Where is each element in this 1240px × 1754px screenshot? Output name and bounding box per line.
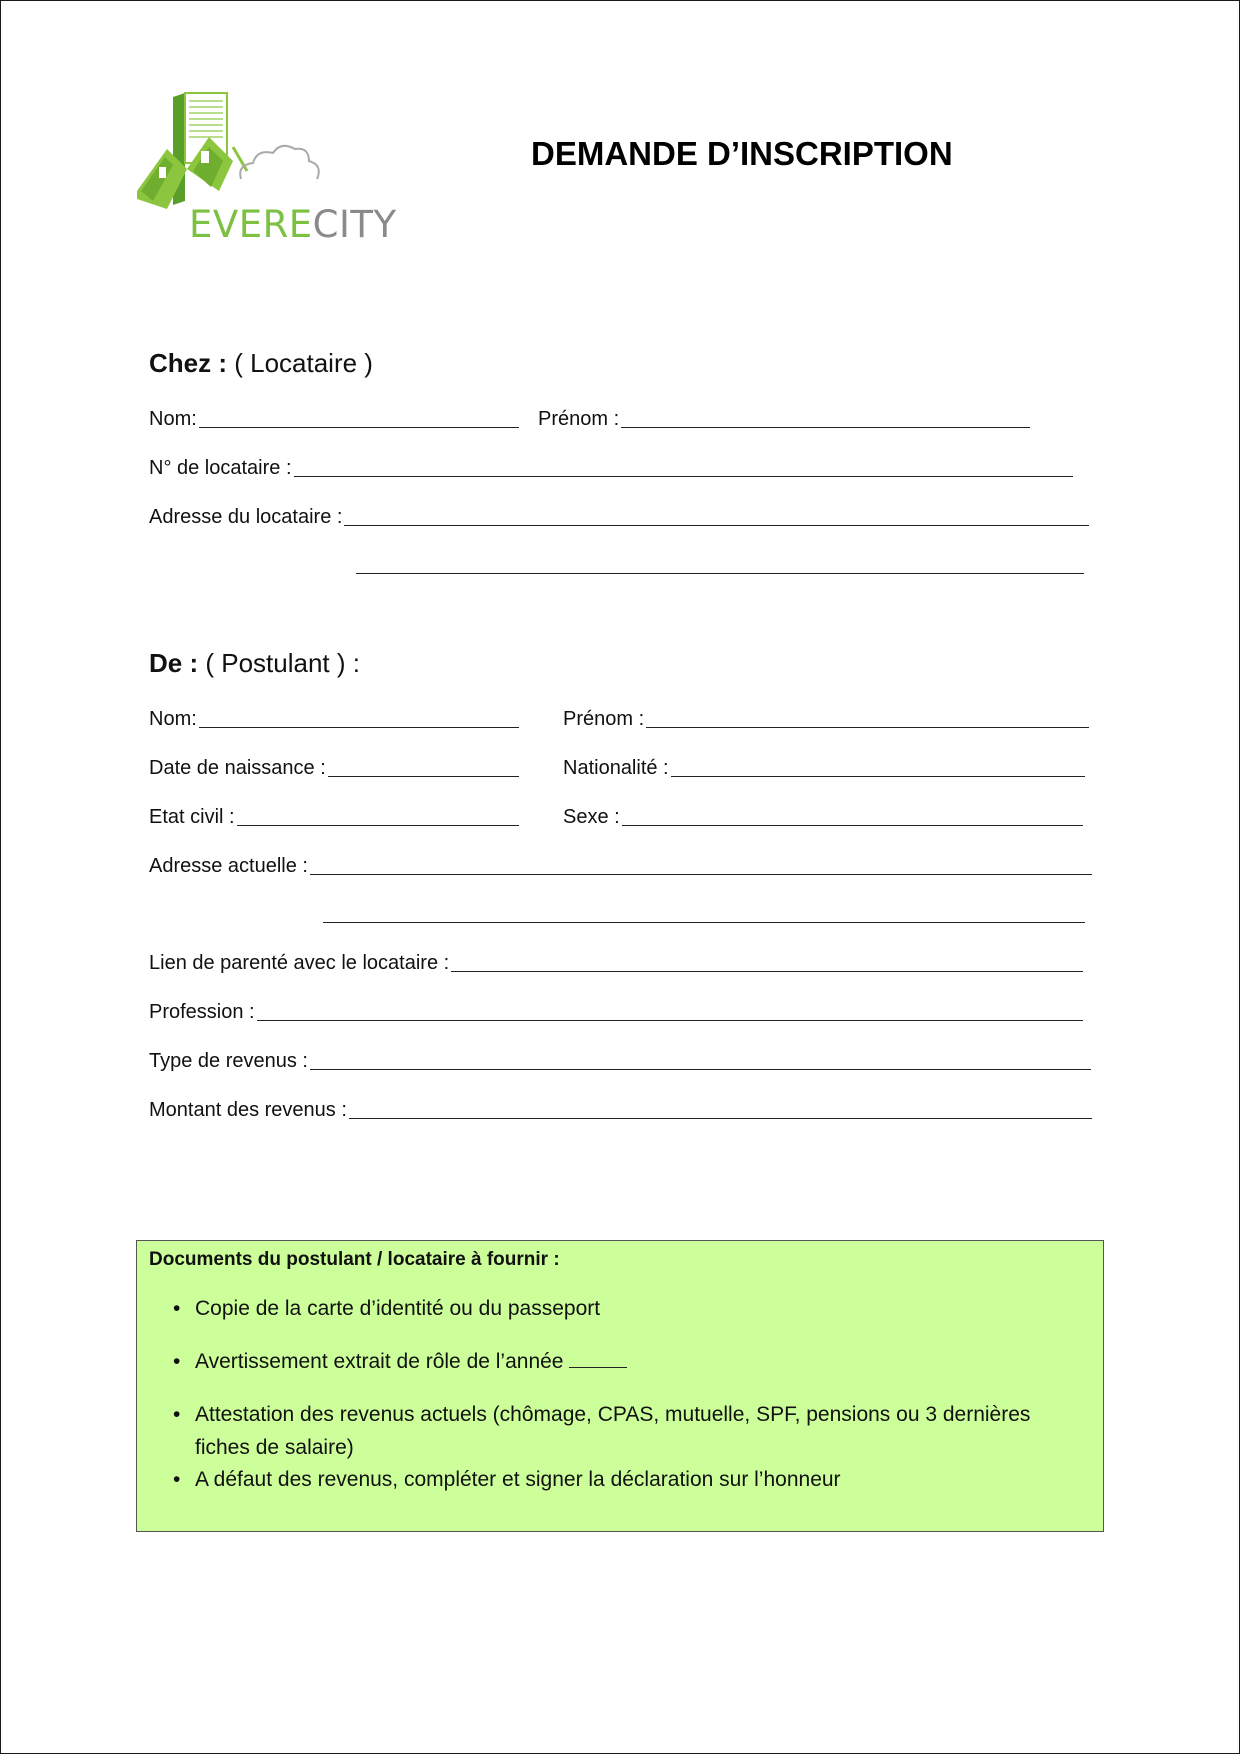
tenant-adresse-field[interactable] xyxy=(149,501,1089,529)
buildings-icon xyxy=(137,91,377,211)
applicant-nationalite-field[interactable] xyxy=(563,752,1085,780)
documents-item xyxy=(173,1292,1073,1325)
everecity-logo xyxy=(137,91,397,251)
tenant-numero-line[interactable] xyxy=(294,454,1073,477)
applicant-sexe-line[interactable] xyxy=(622,803,1083,826)
applicant-date-naissance-label: Date de naissance : xyxy=(149,757,326,779)
tenant-nom-line[interactable] xyxy=(199,405,519,428)
applicant-adresse-field[interactable] xyxy=(149,850,1092,878)
applicant-date-naissance-line[interactable] xyxy=(328,754,519,777)
tenant-numero-label: N° de locataire : xyxy=(149,457,292,479)
applicant-lien-line[interactable] xyxy=(451,949,1083,972)
logo-text-evere: EVERE xyxy=(189,203,313,246)
bullet-icon: • xyxy=(173,1468,181,1491)
applicant-montant-revenus-label: Montant des revenus : xyxy=(149,1099,347,1121)
tenant-prenom-label: Prénom : xyxy=(538,408,620,430)
tenant-prenom-line[interactable] xyxy=(621,405,1030,428)
applicant-montant-revenus-line[interactable] xyxy=(349,1096,1092,1119)
applicant-date-naissance-field[interactable] xyxy=(149,752,519,780)
tenant-adresse-line[interactable] xyxy=(344,503,1089,526)
tenant-nom-label: Nom: xyxy=(149,408,197,430)
applicant-profession-field[interactable] xyxy=(149,996,1083,1024)
applicant-etat-civil-field[interactable] xyxy=(149,801,519,829)
logo-text-city: CITY xyxy=(312,203,397,246)
applicant-sexe-field[interactable] xyxy=(563,801,1083,829)
documents-item-text: Avertissement extrait de rôle de l’année xyxy=(195,1350,564,1373)
applicant-prenom-label: Prénom : xyxy=(563,708,645,730)
documents-item xyxy=(173,1398,1073,1464)
tenant-numero-field[interactable] xyxy=(149,452,1073,480)
applicant-adresse-line-2[interactable] xyxy=(323,898,1085,926)
documents-item xyxy=(173,1463,1073,1496)
tenant-heading-bold: Chez : xyxy=(149,348,227,378)
applicant-type-revenus-label: Type de revenus : xyxy=(149,1050,308,1072)
applicant-type-revenus-line[interactable] xyxy=(310,1047,1091,1070)
tenant-adresse-line-2[interactable] xyxy=(356,549,1084,577)
applicant-nom-field[interactable] xyxy=(149,703,519,731)
tenant-heading-rest: ( Locataire ) xyxy=(227,348,373,378)
applicant-etat-civil-line[interactable] xyxy=(237,803,519,826)
applicant-type-revenus-field[interactable] xyxy=(149,1045,1091,1073)
bullet-icon: • xyxy=(173,1403,181,1426)
tenant-adresse-label: Adresse du locataire : xyxy=(149,506,343,528)
applicant-nom-line[interactable] xyxy=(199,705,519,728)
applicant-adresse-label: Adresse actuelle : xyxy=(149,855,308,877)
applicant-heading-rest: ( Postulant ) : xyxy=(198,648,360,678)
applicant-adresse-line[interactable] xyxy=(310,852,1092,875)
tenant-adresse-line-2-rule[interactable] xyxy=(356,551,1084,574)
tenant-nom-field[interactable] xyxy=(149,403,519,431)
applicant-nom-label: Nom: xyxy=(149,708,197,730)
documents-item xyxy=(173,1345,1073,1378)
applicant-profession-label: Profession : xyxy=(149,1001,255,1023)
applicant-etat-civil-label: Etat civil : xyxy=(149,806,235,828)
documents-box xyxy=(136,1240,1104,1532)
applicant-prenom-line[interactable] xyxy=(646,705,1089,728)
applicant-lien-label: Lien de parenté avec le locataire : xyxy=(149,952,450,974)
bullet-icon: • xyxy=(173,1350,181,1373)
applicant-profession-line[interactable] xyxy=(257,998,1083,1021)
year-blank-line[interactable] xyxy=(569,1347,627,1368)
documents-item-text: Attestation des revenus actuels (chômage, CPAS, mutuelle, SPF, pensions ou 3 dernières fiches de salaire) xyxy=(195,1403,1031,1459)
tenant-section-heading xyxy=(149,348,373,379)
documents-item-text: Copie de la carte d’identité ou du passeport xyxy=(195,1297,601,1320)
applicant-nationalite-label: Nationalité : xyxy=(563,757,669,779)
applicant-section-heading xyxy=(149,648,360,679)
documents-title: Documents du postulant / locataire à fournir : xyxy=(149,1249,560,1270)
applicant-nationalite-line[interactable] xyxy=(671,754,1085,777)
applicant-sexe-label: Sexe : xyxy=(563,806,620,828)
documents-item-text-wrap xyxy=(173,1345,1073,1378)
applicant-prenom-field[interactable] xyxy=(563,703,1089,731)
logo-wordmark xyxy=(189,203,397,246)
bullet-icon: • xyxy=(173,1297,181,1320)
applicant-heading-bold: De : xyxy=(149,648,199,678)
applicant-adresse-line-2-rule[interactable] xyxy=(323,900,1085,923)
documents-item-text: A défaut des revenus, compléter et signer la déclaration sur l’honneur xyxy=(195,1468,841,1491)
applicant-montant-revenus-field[interactable] xyxy=(149,1094,1092,1122)
tenant-prenom-field[interactable] xyxy=(538,403,1030,431)
document-title: DEMANDE D’INSCRIPTION xyxy=(531,135,953,172)
applicant-lien-field[interactable] xyxy=(149,947,1083,975)
